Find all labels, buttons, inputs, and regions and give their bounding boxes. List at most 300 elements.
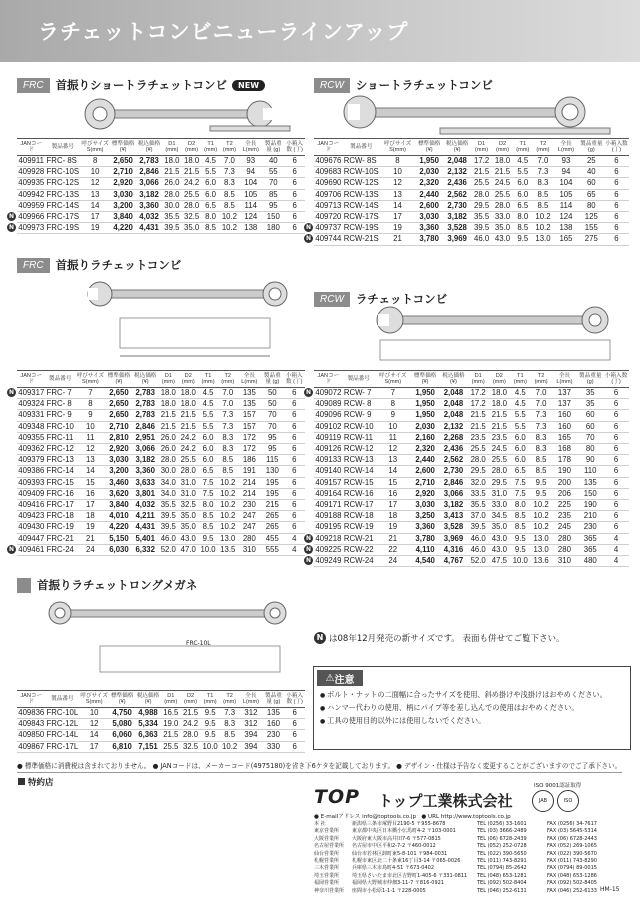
- table-cell: 409379: [18, 455, 45, 465]
- caution-title: ⚠ 注意: [317, 670, 363, 686]
- table-cell: 125: [579, 212, 604, 223]
- section-frc-short: [17, 76, 265, 94]
- table-cell: 6.0: [510, 455, 531, 466]
- table-cell: 394: [239, 741, 262, 752]
- table-cell: 409966: [18, 212, 45, 222]
- table-cell: 13: [380, 189, 415, 200]
- table-cell: 6: [284, 708, 305, 719]
- table-cell: 6: [284, 167, 305, 178]
- table-cell: 3,360: [132, 466, 158, 477]
- table-cell: RCW-24: [343, 556, 374, 566]
- table-cell: 6: [284, 455, 305, 466]
- table-cell: 555: [261, 544, 283, 555]
- table-cell: 9.5: [531, 477, 552, 488]
- table-cell: 409119: [315, 432, 342, 442]
- table-row: [314, 522, 629, 533]
- table-cell: 2,132: [439, 421, 467, 432]
- new-size-icon: N: [8, 224, 15, 232]
- email[interactable]: ● E-mailアドレス info@toptools.co.jp: [314, 814, 416, 820]
- table-cell: 6: [603, 477, 629, 488]
- table-cell: 186: [238, 455, 262, 466]
- table-cell: 3,780: [411, 533, 439, 544]
- table-row: [314, 410, 629, 421]
- column-header: 税込価格 (¥): [443, 139, 471, 156]
- column-header: 標準価格 (¥): [110, 139, 136, 156]
- table-cell: 409973: [18, 223, 45, 233]
- table-cell: 214: [238, 477, 262, 488]
- table-cell: 455: [261, 533, 283, 544]
- table-cell: 33.5: [468, 488, 489, 499]
- table-cell: 80: [577, 444, 603, 455]
- table-cell: 6,332: [132, 544, 158, 555]
- table-cell: 155: [579, 223, 604, 234]
- column-header: 全長 L(mm): [553, 139, 578, 156]
- table-cell: 8.5: [510, 511, 531, 522]
- office-field: FAX (046) 252-6133: [547, 887, 597, 894]
- table-cell: 6.0: [510, 432, 531, 443]
- table-cell: 35.0: [492, 223, 513, 234]
- table-cell: 11: [75, 432, 106, 443]
- table-cell: 2,951: [132, 432, 158, 443]
- table-cell: 60: [577, 410, 603, 421]
- table-cell: 17: [380, 212, 415, 223]
- table-cell: 480: [577, 556, 603, 567]
- column-header: D1 (mm): [162, 139, 182, 156]
- table-cell: 110: [577, 466, 603, 477]
- table-cell: 94: [239, 167, 262, 178]
- table-cell: 312: [239, 719, 262, 730]
- table-cell: 18.0: [492, 156, 513, 167]
- table-row: [17, 444, 305, 455]
- table-cell: 409102: [315, 421, 342, 431]
- column-header: 全長 L(mm): [239, 691, 262, 708]
- table-cell: 39.5: [162, 223, 182, 234]
- table-cell: 18.0: [178, 388, 198, 399]
- table-cell: 4,316: [439, 544, 467, 555]
- column-header: 税込価格 (¥): [135, 691, 161, 708]
- table-cell: 24: [75, 544, 106, 555]
- column-header: T1 (mm): [513, 139, 533, 156]
- table-cell: 7.0: [533, 156, 554, 167]
- table-cell: 12: [75, 444, 106, 455]
- table-cell: 138: [553, 223, 578, 234]
- table-cell: 24.2: [182, 178, 202, 189]
- table-row: [17, 223, 305, 234]
- table-cell: 2,650: [106, 388, 132, 399]
- company-name: トップ工業株式会社: [378, 792, 513, 810]
- table-cell: 6: [284, 178, 305, 189]
- table-cell: 25.5: [178, 455, 198, 466]
- table-cell: 409089: [315, 399, 342, 409]
- table-cell: 6: [284, 421, 305, 432]
- table-cell: 7.0: [218, 388, 238, 399]
- table-cell: 10.2: [218, 511, 238, 522]
- table-cell: 21.5: [182, 167, 202, 178]
- table-cell: 7: [75, 388, 106, 399]
- table-cell: 6: [284, 466, 305, 477]
- table-cell: 35: [577, 399, 603, 410]
- table-cell: 39.5: [158, 511, 178, 522]
- table-cell: 8: [380, 156, 415, 167]
- table-cell: 247: [238, 511, 262, 522]
- column-header: 製品番号: [46, 139, 81, 156]
- table-cell: 7: [375, 388, 411, 399]
- table-cell: 2,436: [439, 444, 467, 455]
- caution-item: ● 工具の使用目的以外には使用しないでください。: [320, 715, 624, 728]
- table-cell: 394: [239, 730, 262, 741]
- table-cell: RCW-12S: [343, 178, 379, 188]
- table-cell: 4,010: [106, 511, 132, 522]
- series-code: FRC: [17, 78, 50, 93]
- table-cell: 168: [551, 444, 577, 455]
- table-cell: 365: [577, 544, 603, 555]
- table-cell: 104: [553, 178, 578, 189]
- table-cell: FRC-13: [46, 455, 74, 465]
- table-cell: 195: [261, 477, 283, 488]
- office-field: TEL (046) 252-6131: [477, 887, 527, 894]
- table-cell: 4: [603, 533, 629, 544]
- table-cell: 3,360: [136, 200, 162, 211]
- table-row: [314, 167, 629, 178]
- table-cell: 6: [284, 410, 305, 421]
- table-cell: RCW-17S: [343, 212, 379, 222]
- table-cell: 3,840: [106, 500, 132, 511]
- column-header: 全長 L(mm): [551, 371, 577, 388]
- new-size-notice: [314, 632, 564, 644]
- table-cell: 160: [551, 410, 577, 421]
- office-field: TEL (0794) 85-2642: [477, 865, 527, 872]
- column-header: 製品番号: [343, 139, 380, 156]
- new-size-icon: N: [305, 557, 312, 564]
- table-cell: 409867: [18, 741, 45, 751]
- table-cell: 26.0: [158, 444, 178, 455]
- url-link[interactable]: ● URL http://www.toptools.co.jp: [421, 814, 511, 820]
- table-cell: 37.0: [468, 511, 489, 522]
- table-cell: 4,540: [411, 556, 439, 567]
- table-cell: 4,032: [136, 212, 162, 223]
- office-field: 座間市小松原1-1-1 〒228-0005: [352, 887, 426, 894]
- office-field: 仙台営業所: [314, 850, 340, 857]
- new-badge: NEW: [232, 80, 265, 91]
- table-cell: 19: [375, 522, 411, 533]
- table-cell: 10: [80, 167, 110, 178]
- table-cell: 150: [262, 212, 284, 223]
- table-cell: 6: [603, 410, 629, 421]
- table-cell: 10.2: [218, 522, 238, 533]
- table-row: [314, 533, 629, 544]
- table-row: [17, 156, 305, 167]
- table-cell: 2,920: [110, 178, 136, 189]
- table-cell: 6: [604, 200, 629, 211]
- table-cell: 265: [261, 522, 283, 533]
- table-cell: 24.2: [181, 719, 201, 730]
- table-cell: 4.5: [198, 388, 218, 399]
- table-cell: 409720: [315, 212, 342, 222]
- column-header: JANコード: [314, 139, 343, 156]
- table-cell: FRC-13S: [46, 189, 80, 199]
- table-cell: 409706: [315, 189, 342, 199]
- table-cell: 310: [551, 556, 577, 567]
- office-row: [314, 880, 607, 887]
- table-cell: 3,620: [106, 488, 132, 499]
- table-row: [17, 399, 305, 410]
- table-cell: 6.0: [198, 455, 218, 466]
- table-cell: FRC-12L: [46, 719, 79, 729]
- table-cell: RCW-19: [343, 522, 374, 532]
- table-cell: 24.2: [178, 444, 198, 455]
- table-cell: 15: [75, 477, 106, 488]
- office-field: 兵庫県三木市鳥町4-51 〒673-0402: [352, 865, 435, 872]
- table-cell: 409348: [18, 421, 45, 431]
- table-cell: 33.0: [492, 212, 513, 223]
- table-row: [17, 522, 305, 533]
- table-cell: 47.0: [178, 544, 198, 555]
- table-cell: 21: [380, 234, 415, 245]
- table-cell: FRC-14S: [46, 200, 80, 210]
- table-cell: 70: [262, 178, 284, 189]
- office-field: 神奈川営業所: [314, 887, 345, 894]
- table-cell: 409393: [18, 477, 45, 487]
- table-cell: 6.0: [201, 189, 219, 200]
- office-field: FAX (0794) 89-0015: [547, 865, 597, 872]
- table-cell: 43.0: [489, 533, 510, 544]
- table-cell: 28.0: [182, 200, 202, 211]
- table-cell: 8.3: [218, 444, 238, 455]
- column-header: 呼びサイズ S(mm): [375, 371, 411, 388]
- table-cell: 8.3: [531, 444, 552, 455]
- table-cell: 2,920: [411, 488, 439, 499]
- table-cell: 409362: [18, 444, 45, 454]
- table-row: [314, 500, 629, 511]
- table-cell: 105: [553, 189, 578, 200]
- table-cell: 10.2: [531, 500, 552, 511]
- table-cell: 24: [375, 556, 411, 567]
- table-cell: 70: [261, 410, 283, 421]
- table-cell: 16: [75, 488, 106, 499]
- office-field: TEL (052) 252-0728: [477, 843, 527, 850]
- office-field: 名古屋市中区平和2-7-2 〒460-0012: [352, 843, 436, 850]
- table-cell: RCW-17: [343, 500, 374, 510]
- table-cell: 7.0: [218, 399, 238, 410]
- table-row: [17, 421, 305, 432]
- table-cell: 409959: [18, 200, 45, 210]
- table-cell: 8.5: [198, 522, 218, 533]
- table-cell: 21: [75, 533, 106, 544]
- image-label: FRC-10L: [186, 640, 211, 647]
- table-cell: 409072: [315, 388, 342, 397]
- table-cell: 28.0: [468, 455, 489, 466]
- table-cell: FRC-17S: [46, 212, 80, 222]
- table-cell: 28.0: [489, 466, 510, 477]
- table-cell: 25.5: [489, 455, 510, 466]
- table-cell: 6: [284, 200, 305, 211]
- table-cell: 31.0: [489, 488, 510, 499]
- table-row: [314, 421, 629, 432]
- table-cell: 39.5: [468, 522, 489, 533]
- table-cell: 230: [262, 730, 284, 741]
- table-cell: 5.5: [198, 410, 218, 421]
- table-cell: 7.5: [198, 488, 218, 499]
- table-cell: 43.0: [178, 533, 198, 544]
- table-cell: 4: [284, 533, 305, 544]
- table-row: [17, 719, 305, 730]
- table-cell: 6: [284, 223, 305, 234]
- table-cell: 409942: [18, 189, 45, 199]
- table-cell: 10.2: [220, 741, 239, 752]
- table-cell: 24.2: [178, 432, 198, 443]
- table-cell: 8.5: [531, 466, 552, 477]
- table-cell: RCW- 8: [343, 399, 375, 410]
- column-header: 税込価格 (¥): [136, 139, 162, 156]
- table-cell: 28.0: [158, 455, 178, 466]
- column-header: D1 (mm): [158, 371, 178, 388]
- section-title: 首振りショートラチェットコンビ: [55, 78, 228, 92]
- table-cell: 3,360: [415, 223, 443, 234]
- office-row: [314, 828, 607, 835]
- table-cell: RCW-13: [343, 455, 374, 465]
- table-cell: 90: [577, 455, 603, 466]
- table-cell: 6,363: [135, 730, 161, 741]
- table-cell: 6: [604, 156, 629, 167]
- new-size-icon: N: [8, 389, 15, 396]
- table-cell: 12: [80, 178, 110, 189]
- table-row: [314, 444, 629, 455]
- table-cell: 34.5: [489, 511, 510, 522]
- table-cell: 8.3: [220, 719, 239, 730]
- table-cell: 124: [239, 212, 262, 223]
- table-cell: 135: [238, 388, 262, 399]
- table-cell: 29.5: [468, 466, 489, 477]
- table-cell: 15: [375, 477, 411, 488]
- table-row: [314, 156, 629, 167]
- table-cell: 18.0: [158, 399, 178, 410]
- column-header: T1 (mm): [198, 371, 218, 388]
- table-cell: 3,633: [132, 477, 158, 488]
- office-field: TEL (048) 653-1281: [477, 872, 527, 879]
- cert-badges: [532, 790, 579, 812]
- table-cell: 2,783: [132, 388, 158, 399]
- table-cell: 26.0: [162, 178, 182, 189]
- table-cell: 40: [262, 156, 284, 167]
- table-cell: 230: [238, 500, 262, 511]
- table-cell: 7,151: [135, 741, 161, 752]
- caution-item: ● ハンマー代わりの使用、柄にパイプ等を差し込んでの使用はおやめください。: [320, 702, 624, 715]
- column-header: 製品重量 (g): [261, 371, 283, 388]
- series-code: RCW: [314, 78, 350, 93]
- table-cell: 31.0: [178, 488, 198, 499]
- table-cell: 19.0: [161, 719, 181, 730]
- table-cell: 7.5: [510, 488, 531, 499]
- table-cell: 21.5: [492, 167, 513, 178]
- table-cell: 137: [551, 399, 577, 410]
- new-mark: N: [314, 632, 326, 644]
- table-cell: 35.5: [162, 212, 182, 223]
- office-field: FAX (06) 6728-2443: [547, 835, 597, 842]
- table-cell: FRC-18: [46, 511, 74, 521]
- table-cell: 46.0: [468, 544, 489, 555]
- table-cell: 10: [375, 421, 411, 432]
- table-row: [314, 455, 629, 466]
- table-cell: 8.5: [201, 223, 219, 234]
- caution-item: ● ボルト・ナットの二面幅に合ったサイズを使用、斜め掛けや浅掛けはおやめください。: [320, 689, 624, 702]
- table-cell: 13.0: [531, 544, 552, 555]
- table-cell: 8.5: [220, 730, 239, 741]
- table-cell: 6: [604, 178, 629, 189]
- table-cell: 206: [551, 488, 577, 499]
- table-cell: 409713: [315, 200, 342, 210]
- table-cell: 4,220: [106, 522, 132, 533]
- table-cell: FRC-19: [46, 522, 74, 532]
- table-cell: FRC-14: [46, 466, 74, 476]
- table-cell: 6: [603, 444, 629, 455]
- table-cell: 6: [284, 488, 305, 499]
- table-cell: 4.5: [513, 156, 533, 167]
- column-header: 製品重量 (g): [262, 691, 284, 708]
- table-cell: RCW-18: [343, 511, 374, 521]
- table-cell: 10.0: [200, 741, 219, 752]
- table-cell: 5.5: [513, 167, 533, 178]
- table-cell: 19: [80, 223, 110, 234]
- table-cell: 6: [603, 500, 629, 511]
- table-cell: 10.2: [533, 223, 554, 234]
- table-cell: 10: [380, 167, 415, 178]
- table-row: [17, 544, 305, 555]
- section-title: 首振りラチェットコンビ: [55, 258, 182, 272]
- column-header: D2 (mm): [492, 139, 513, 156]
- table-cell: 35.5: [468, 500, 489, 511]
- table-cell: 275: [579, 234, 604, 245]
- column-header: 標準価格 (¥): [411, 371, 439, 388]
- table-cell: 150: [577, 488, 603, 499]
- table-cell: 2,440: [415, 189, 443, 200]
- table-cell: 310: [238, 544, 262, 555]
- table-cell: RCW-21S: [343, 234, 379, 244]
- table-row: [314, 178, 629, 189]
- table-cell: 9.5: [531, 488, 552, 499]
- table-cell: 2,048: [439, 399, 467, 410]
- table-cell: 409676: [315, 156, 342, 165]
- table-cell: 2,320: [411, 444, 439, 455]
- column-header: D2 (mm): [489, 371, 510, 388]
- table-cell: 409843: [18, 719, 45, 729]
- table-cell: 28.0: [471, 189, 492, 200]
- table-cell: 6.0: [513, 189, 533, 200]
- section-frc: [17, 256, 181, 274]
- column-header: 呼びサイズ S(mm): [80, 139, 110, 156]
- table-cell: 17: [79, 741, 109, 752]
- table-cell: 2,710: [110, 167, 136, 178]
- table-cell: RCW-19S: [343, 223, 379, 233]
- table-cell: 21.5: [158, 410, 178, 421]
- table-cell: 4.5: [510, 388, 531, 399]
- table-cell: 6: [284, 500, 305, 511]
- table-cell: 3,840: [110, 212, 136, 223]
- table-cell: 409447: [18, 533, 45, 543]
- section-frc-long: [17, 576, 197, 594]
- table-cell: 4,220: [110, 223, 136, 234]
- column-header: 製品重量 (g): [262, 139, 284, 156]
- table-cell: 4,767: [439, 556, 467, 567]
- table-cell: 19: [380, 223, 415, 234]
- table-cell: 55: [262, 167, 284, 178]
- table-cell: 1,950: [411, 410, 439, 421]
- table-cell: 17: [80, 212, 110, 223]
- table-cell: 18.0: [162, 156, 182, 167]
- table-cell: 4,431: [132, 522, 158, 533]
- table-cell: 28.0: [162, 189, 182, 200]
- column-header: 小箱入数 (丁): [284, 371, 305, 388]
- table-cell: FRC-10S: [46, 167, 80, 177]
